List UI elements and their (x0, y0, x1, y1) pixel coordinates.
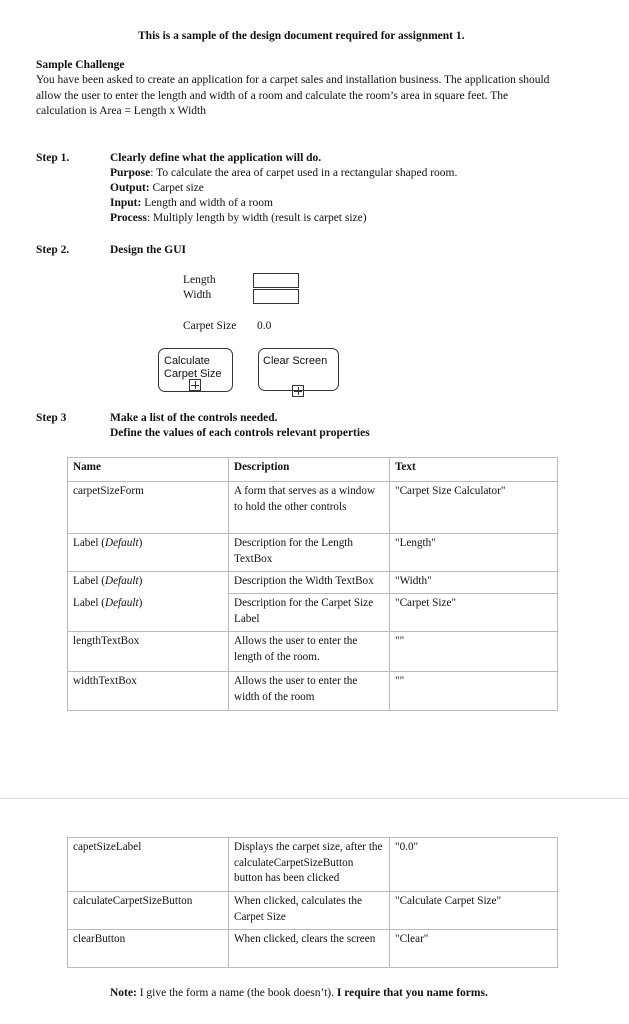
row-text: "Clear" (390, 930, 558, 968)
step3-label: Step 3 (36, 412, 67, 424)
purpose-label: Purpose (110, 167, 151, 179)
gui-carpet-size-value: 0.0 (257, 320, 272, 332)
gui-width-label: Width (183, 289, 212, 301)
gui-length-label: Length (183, 274, 216, 286)
note-label: Note: (110, 987, 137, 999)
output-label: Output: (110, 182, 150, 194)
row-name: Label (Default) (68, 594, 229, 632)
row-text: "Length" (390, 534, 558, 572)
purpose-text: : To calculate the area of carpet used in a rectangular shaped room. (150, 167, 458, 179)
gui-width-textbox[interactable] (253, 289, 299, 304)
note-bold-text: I require that you name forms. (336, 987, 488, 999)
row-name: carpetSizeForm (68, 482, 229, 534)
row-name-default: Default (105, 596, 139, 609)
row-description: Description for the Carpet Size Label (229, 594, 390, 632)
row-description: When clicked, calculates the Carpet Size (229, 892, 390, 930)
row-description: Description for the Length TextBox (229, 534, 390, 572)
step1-process (110, 211, 367, 226)
gui-length-textbox[interactable] (253, 273, 299, 288)
table-header-row (68, 458, 558, 482)
input-text: Length and width of a room (141, 197, 273, 209)
clear-move-handle-icon (292, 385, 304, 397)
table-row (68, 534, 558, 572)
row-name: capetSizeLabel (68, 838, 229, 892)
input-label: Input: (110, 197, 142, 209)
row-description: Allows the user to enter the length of the room. (229, 632, 390, 672)
challenge-heading: Sample Challenge (36, 59, 125, 71)
row-text: "" (390, 672, 558, 711)
challenge-line-3: calculation is Area = Length x Width (36, 105, 206, 117)
row-text: "0.0" (390, 838, 558, 892)
table-row (68, 892, 558, 930)
table-row (68, 594, 558, 632)
row-description: Displays the carpet size, after the calculateCarpetSizeButton button has been clicked (229, 838, 390, 892)
header-description: Description (229, 458, 390, 482)
note (110, 986, 488, 1001)
step2-heading: Design the GUI (110, 244, 187, 256)
row-name: Label (Default) (68, 534, 229, 572)
row-name: Label (Default) (68, 572, 229, 594)
table-row (68, 930, 558, 968)
row-name: clearButton (68, 930, 229, 968)
row-text: "Width" (390, 572, 558, 594)
gui-clear-button[interactable] (258, 348, 339, 391)
row-name-text: Label ( (73, 575, 105, 587)
gui-calculate-button[interactable] (158, 348, 233, 392)
page-break-divider (0, 798, 629, 799)
gui-clear-label: Clear Screen (263, 355, 328, 367)
row-description: Description the Width TextBox (229, 572, 390, 594)
step1-purpose (110, 166, 457, 181)
row-name: widthTextBox (68, 672, 229, 711)
process-text: : Multiply length by width (result is carpet size) (146, 212, 367, 224)
row-name: calculateCarpetSizeButton (68, 892, 229, 930)
row-description: A form that serves as a window to hold the other controls (229, 482, 390, 534)
step1-input (110, 196, 273, 211)
step1-heading: Clearly define what the application will do. (110, 152, 322, 164)
row-text: "Carpet Size Calculator" (390, 482, 558, 534)
row-text: "Calculate Carpet Size" (390, 892, 558, 930)
header-name: Name (68, 458, 229, 482)
step3-line-1: Make a list of the controls needed. (110, 412, 278, 424)
row-text: "" (390, 632, 558, 672)
step1-label: Step 1. (36, 152, 70, 164)
row-name-default: Default (105, 537, 139, 549)
gui-calculate-line2: Carpet Size (164, 368, 222, 380)
note-text: I give the form a name (the book doesn’t). (136, 987, 337, 999)
challenge-line-1: You have been asked to create an application for a carpet sales and installation business. The application should (36, 74, 550, 86)
table-row (68, 838, 558, 892)
output-text: Carpet size (149, 182, 204, 194)
row-name: lengthTextBox (68, 632, 229, 672)
row-name-text: Label ( (73, 596, 105, 609)
header-text: Text (390, 458, 558, 482)
table-row (68, 672, 558, 711)
row-text: "Carpet Size" (390, 594, 558, 632)
step3-line-2: Define the values of each controls relevant properties (110, 427, 370, 439)
page-title: This is a sample of the design document required for assignment 1. (138, 30, 465, 42)
step2-label: Step 2. (36, 244, 70, 256)
step1-output (110, 181, 204, 196)
calculate-move-handle-icon (189, 379, 201, 391)
challenge-line-2: allow the user to enter the length and width of a room and calculate the room’s area in square feet. The (36, 90, 509, 102)
row-description: When clicked, clears the screen (229, 930, 390, 968)
row-name-default: Default (105, 575, 139, 587)
gui-carpet-size-label: Carpet Size (183, 320, 237, 332)
table-row (68, 482, 558, 534)
row-description: Allows the user to enter the width of the room (229, 672, 390, 711)
controls-table (67, 457, 558, 711)
table-row (68, 632, 558, 672)
table-row (68, 572, 558, 594)
gui-calculate-line1: Calculate (164, 355, 210, 367)
process-label: Process (110, 212, 147, 224)
row-name-text: Label ( (73, 537, 105, 549)
controls-table-continued (67, 837, 558, 968)
